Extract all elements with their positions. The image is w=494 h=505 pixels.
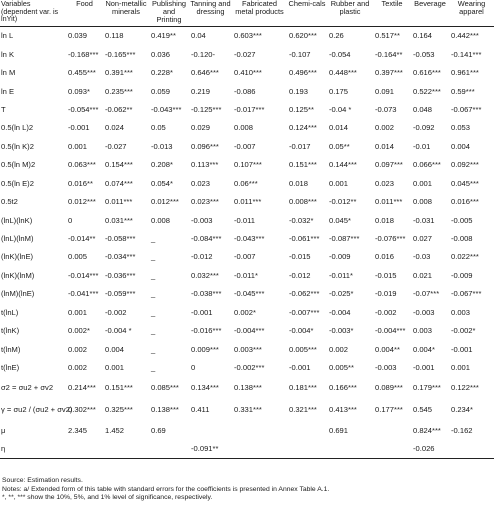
header-rubber-plastic: Rubber and plastic [327, 0, 373, 27]
table-cell: 0.001 [68, 141, 88, 151]
table-cell: -0.012** [329, 197, 357, 207]
table-row [0, 399, 494, 421]
table-cell: 0.448*** [329, 68, 357, 78]
table-cell: -0.011 [234, 215, 255, 225]
table-cell: -0.034*** [105, 252, 136, 262]
table-cell: -0.007*** [289, 307, 320, 317]
table-cell: 0.012*** [68, 197, 96, 207]
table-cell: -0.004*** [375, 326, 406, 336]
table-cell: -0.004 * [105, 326, 132, 336]
table-cell: 0.002 [68, 344, 88, 354]
table-cell: 0.144*** [329, 160, 357, 170]
table-cell: -0.004* [289, 326, 314, 336]
table-cell: -0.013 [151, 141, 173, 151]
row-variable: t(lnK) [1, 326, 20, 336]
row-variable: t(lnE) [1, 363, 20, 373]
table-cell [66, 440, 103, 459]
table-cell [373, 440, 411, 459]
table-cell: -0.015 [375, 270, 397, 280]
row-variable: (lnK)(lnE) [1, 252, 34, 262]
table-cell: -0.025* [329, 289, 354, 299]
header-row [0, 0, 494, 27]
table-cell: 0.001 [105, 363, 125, 373]
table-cell: 0.138*** [151, 405, 179, 415]
table-cell: -0.012 [191, 252, 213, 262]
table-cell: 0.023 [375, 178, 395, 188]
table-cell: 0.410*** [234, 68, 262, 78]
table-cell: -0.076*** [375, 234, 406, 244]
table-cell: 0.413*** [329, 405, 357, 415]
table-cell: -0.016*** [191, 326, 222, 336]
table-cell: 0.003 [413, 326, 433, 336]
table-cell: 0.014 [375, 141, 395, 151]
row-variable: T [1, 104, 6, 114]
table-cell: 0.039 [68, 31, 88, 41]
table-row [0, 138, 494, 156]
table-cell: -0.026 [411, 440, 449, 459]
table-cell: 0.048 [413, 104, 433, 114]
table-cell: 0.193 [289, 86, 309, 96]
row-variable: t(lnM) [1, 344, 21, 354]
table-cell: -0.038*** [191, 289, 222, 299]
table-row [0, 27, 494, 46]
table-cell: -0.036*** [105, 270, 136, 280]
table-cell: 0.005 [68, 252, 88, 262]
table-cell: 0.691 [329, 425, 349, 435]
table-cell: 0.031*** [105, 215, 133, 225]
table-cell: -0.04 * [329, 104, 352, 114]
table-cell: -0.084*** [191, 234, 222, 244]
source-note: Source: Estimation results. [2, 477, 83, 484]
table-cell: 0.125** [289, 104, 314, 114]
table-row [0, 359, 494, 377]
table-cell: _ [151, 234, 156, 244]
row-variable: σ2 = σu2 + σv2 [1, 383, 54, 393]
table-cell: 0.138*** [234, 383, 262, 393]
table-cell: 0.054* [151, 178, 173, 188]
table-cell: -0.002*** [234, 363, 265, 373]
table-cell: 0.014 [329, 123, 349, 133]
table-cell: 0.036 [151, 49, 171, 59]
table-cell: 0.023 [191, 178, 211, 188]
table-cell: 0.053 [451, 123, 471, 133]
table-cell: 0.496*** [289, 68, 317, 78]
table-cell: -0.007 [234, 252, 256, 262]
table-cell: 0.004 [451, 141, 471, 151]
row-variable: γ = σu2 / (σu2 + σv2) [1, 405, 73, 415]
table-row [0, 322, 494, 340]
table-cell: -0.087*** [329, 234, 360, 244]
table-cell: 0.021 [413, 270, 433, 280]
table-cell: 0.118 [105, 31, 124, 41]
table-cell: -0.061*** [289, 234, 320, 244]
table-cell: 0.008 [234, 123, 254, 133]
table-cell: 0.002 [329, 344, 349, 354]
table-cell: 0.032*** [191, 270, 219, 280]
table-cell: 0.004 [105, 344, 125, 354]
table-cell: 0.018 [375, 215, 395, 225]
table-row [0, 119, 494, 137]
table-cell: -0.165*** [105, 49, 136, 59]
table-cell: -0.003* [329, 326, 354, 336]
table-cell: -0.011* [329, 270, 353, 280]
table-cell: 2.345 [68, 425, 88, 435]
table-cell: 0.092*** [451, 160, 479, 170]
table-cell: -0.031 [413, 215, 435, 225]
table-row [0, 340, 494, 358]
table-row [0, 304, 494, 322]
table-cell [287, 440, 327, 459]
header-variables: Variables (dependent var. is lnYit) [0, 0, 66, 27]
table-cell [103, 440, 149, 459]
table-row [0, 45, 494, 63]
table-cell: -0.091** [189, 440, 232, 459]
table-row [0, 64, 494, 82]
table-cell: 0.024 [105, 123, 125, 133]
row-variable: 0.5(ln K)2 [1, 141, 34, 151]
table-cell: 0.045*** [451, 178, 479, 188]
table-cell: -0.004*** [234, 326, 265, 336]
table-cell: -0.045*** [234, 289, 265, 299]
table-cell: -0.062*** [289, 289, 320, 299]
table-cell: -0.001 [68, 123, 90, 133]
row-variable: (lnL)(lnM) [1, 234, 34, 244]
table-cell: 0.027 [413, 234, 433, 244]
table-cell: 0.175 [329, 86, 349, 96]
table-cell: -0.014*** [68, 270, 99, 280]
table-cell: 0.124*** [289, 123, 317, 133]
table-notes [2, 477, 329, 503]
table-cell: 0.122*** [451, 383, 479, 393]
row-variable: μ [1, 425, 6, 435]
table-row [0, 421, 494, 439]
table-cell: 0.06*** [234, 178, 258, 188]
table-cell: 0.646*** [191, 68, 219, 78]
table-cell: 0.134*** [191, 383, 219, 393]
row-variable: (lnL)(lnK) [1, 215, 33, 225]
table-cell: -0.008 [451, 234, 473, 244]
table-cell: 0.522*** [413, 86, 441, 96]
table-cell: 0.419** [151, 31, 176, 41]
table-cell: 0.321*** [289, 405, 317, 415]
table-cell: 0.151*** [105, 383, 133, 393]
table-cell: -0.07*** [413, 289, 440, 299]
table-cell: 0.391*** [105, 68, 133, 78]
row-variable: ln M [1, 68, 16, 78]
table-cell: 0.002* [68, 326, 90, 336]
table-cell: 0.166*** [329, 383, 357, 393]
table-cell: 0 [68, 215, 73, 225]
table-cell [232, 440, 287, 459]
table-cell: -0.062** [105, 104, 133, 114]
table-cell: -0.058*** [105, 234, 136, 244]
table-cell: 0.603*** [234, 31, 262, 41]
table-row [0, 285, 494, 303]
table-cell: -0.027 [105, 141, 127, 151]
table-cell: 0.096*** [191, 141, 219, 151]
table-cell: 0.397*** [375, 68, 403, 78]
table-cell: 0.234* [451, 405, 473, 415]
table-cell: 0.063*** [68, 160, 96, 170]
table-cell: -0.001 [289, 363, 311, 373]
table-row [0, 156, 494, 174]
table-cell: 0.001 [68, 307, 88, 317]
table-row [0, 248, 494, 266]
table-cell: 0.107*** [234, 160, 262, 170]
table-cell: _ [151, 363, 156, 373]
table-cell: 0.005*** [289, 344, 317, 354]
table-cell: -0.168*** [68, 49, 99, 59]
notes-a: Notes: a/ Extended form of this table with standard errors for the coefficients is presented in Annex Table A.1. [2, 485, 330, 493]
table-row [0, 267, 494, 285]
row-variable: (lnM)(lnE) [1, 289, 35, 299]
table-cell: -0.003 [375, 363, 397, 373]
table-cell: 0.002 [68, 363, 88, 373]
table-cell: _ [151, 344, 156, 354]
table-row [0, 175, 494, 193]
table-cell [327, 440, 373, 459]
table-cell: 0.091 [375, 86, 395, 96]
table-cell: -0.004 [329, 307, 351, 317]
table-cell: _ [151, 289, 156, 299]
table-cell: 0.004* [413, 344, 435, 354]
table-cell: -0.009 [451, 270, 473, 280]
table-cell: -0.001 [413, 363, 435, 373]
table-cell: 0.011*** [375, 197, 403, 207]
table-cell: -0.073 [375, 104, 397, 114]
table-row [0, 211, 494, 229]
table-row [0, 101, 494, 119]
header-wearing-apparel: Wearing apparel [449, 0, 494, 27]
row-variable: ln K [1, 49, 15, 59]
row-variable: 0.5(ln L)2 [1, 123, 34, 133]
row-variable: (lnK)(lnM) [1, 270, 35, 280]
table-cell: 0.002 [375, 123, 395, 133]
table-cell [232, 421, 287, 439]
table-cell: 0.016** [68, 178, 93, 188]
table-cell: _ [151, 270, 156, 280]
table-cell: 0.411 [191, 405, 210, 415]
table-cell: 0.005** [329, 363, 354, 373]
table-cell: 0.009*** [191, 344, 219, 354]
table-cell: 0.325*** [105, 405, 133, 415]
table-cell: 0.001 [413, 178, 433, 188]
table-cell: -0.01 [413, 141, 431, 151]
row-variable: η [0, 440, 66, 459]
row-variable: ln L [1, 31, 14, 41]
table-cell: -0.009 [329, 252, 351, 262]
table-cell: -0.005 [451, 215, 473, 225]
table-cell: -0.002 [105, 307, 127, 317]
table-cell: -0.012 [289, 270, 311, 280]
table-cell: 0.066*** [413, 160, 441, 170]
table-cell: 0.179*** [413, 383, 441, 393]
table-cell: 0.517** [375, 31, 400, 41]
table-cell: -0.164** [375, 49, 403, 59]
row-variable: 0.5(ln M)2 [1, 160, 36, 170]
table-cell: -0.027 [234, 49, 256, 59]
table-cell: 0.219 [191, 86, 211, 96]
table-cell: 0.620*** [289, 31, 317, 41]
table-cell: -0.092 [413, 123, 435, 133]
table-cell: 0.961*** [451, 68, 479, 78]
table-cell: 0.008 [151, 215, 171, 225]
table-cell: 0.69 [151, 425, 166, 435]
table-cell: 0.011*** [105, 197, 133, 207]
table-cell: 0.824*** [413, 425, 441, 435]
table-cell: -0.054*** [68, 104, 99, 114]
table-cell: -0.014** [68, 234, 96, 244]
table-cell: 0.05 [151, 123, 166, 133]
table-cell: -0.043*** [234, 234, 265, 244]
table-cell: 0.016*** [451, 197, 479, 207]
table-cell: -0.015 [289, 252, 311, 262]
row-variable: 0.5(ln E)2 [1, 178, 34, 188]
table-cell: -0.003 [191, 215, 213, 225]
table-cell: 0.085*** [151, 383, 179, 393]
table-cell: 0.001 [451, 363, 471, 373]
header-textile: Textile [373, 0, 411, 27]
table-cell [189, 421, 232, 439]
header-beverage: Beverage [411, 0, 449, 27]
table-row [0, 193, 494, 211]
row-variable: ln E [1, 86, 15, 96]
table-cell: 0.045* [329, 215, 351, 225]
table-body [0, 27, 494, 459]
header-food: Food [66, 0, 103, 27]
table-cell: 0.001 [329, 178, 349, 188]
table-cell: 0.442*** [451, 31, 479, 41]
table-cell: -0.053 [413, 49, 435, 59]
table-cell: 0.093* [68, 86, 90, 96]
table-cell: 0.151*** [289, 160, 317, 170]
table-cell: 0.097*** [375, 160, 403, 170]
table-cell: _ [151, 307, 156, 317]
table-cell: 0.154*** [105, 160, 133, 170]
table-cell: 0.545 [413, 405, 433, 415]
table-cell: 0.002* [234, 307, 256, 317]
table-cell [373, 421, 411, 439]
table-cell: -0.162 [451, 425, 473, 435]
table-row [0, 440, 494, 459]
table-cell: 0.04 [191, 31, 206, 41]
table-cell: -0.043*** [151, 104, 182, 114]
table-cell: -0.03 [413, 252, 431, 262]
table-cell: -0.054 [329, 49, 351, 59]
table-cell: -0.002* [451, 326, 476, 336]
table-cell [149, 440, 189, 459]
table-cell: 0.59*** [451, 86, 475, 96]
table-cell: 0.003*** [234, 344, 262, 354]
row-variable: 0.5t2 [1, 197, 18, 207]
table-cell: _ [151, 252, 156, 262]
table-cell: -0.002 [375, 307, 397, 317]
table-cell: -0.011* [234, 270, 258, 280]
table-cell: 0.235*** [105, 86, 133, 96]
table-row [0, 230, 494, 248]
notes-significance: *, **, *** show the 10%, 5%, and 1% level of significance, respectively. [2, 494, 213, 502]
table-cell: 0 [191, 363, 196, 373]
table-cell: -0.019 [375, 289, 397, 299]
table-cell: -0.041*** [68, 289, 99, 299]
table-cell: _ [151, 326, 156, 336]
table-cell: -0.086 [234, 86, 256, 96]
table-cell: 0.214*** [68, 383, 96, 393]
table-cell: 0.016 [375, 252, 395, 262]
table-cell: 0.059 [151, 86, 171, 96]
row-variable: t(lnL) [1, 307, 19, 317]
table-cell: -0.125*** [191, 104, 222, 114]
table-cell: -0.032* [289, 215, 314, 225]
table-cell: 0.022*** [451, 252, 479, 262]
table-cell: -0.003 [413, 307, 435, 317]
table-cell: 0.012*** [151, 197, 179, 207]
table-cell: 0.023*** [191, 197, 219, 207]
header-tanning-dressing: Tanning and dressing [189, 0, 232, 27]
table-cell: 0.113*** [191, 160, 219, 170]
header-chemicals: Chemi-cals [287, 0, 327, 27]
table-cell: -0.107 [289, 49, 311, 59]
table-cell: 0.164 [413, 31, 433, 41]
table-row [0, 377, 494, 399]
table-cell: 0.26 [329, 31, 344, 41]
header-non-metallic-minerals: Non-metallic minerals [103, 0, 149, 27]
table-cell: 0.302*** [68, 405, 96, 415]
table-cell: 0.008 [413, 197, 433, 207]
table-cell: 0.011*** [234, 197, 262, 207]
table-cell: 0.177*** [375, 405, 403, 415]
table-cell: -0.120- [191, 49, 216, 59]
table-cell: 0.029 [191, 123, 211, 133]
table-cell: 0.181*** [289, 383, 317, 393]
table-cell: 0.003 [451, 307, 471, 317]
table-cell: 0.616*** [413, 68, 441, 78]
table-cell: 0.089*** [375, 383, 403, 393]
table-cell: 0.008*** [289, 197, 317, 207]
table-cell: -0.059*** [105, 289, 136, 299]
table-cell: 0.05** [329, 141, 350, 151]
table-cell: 0.004** [375, 344, 400, 354]
table-cell: 0.074*** [105, 178, 133, 188]
table-cell: -0.141*** [451, 49, 482, 59]
table-cell [287, 421, 327, 439]
table-cell: -0.067*** [451, 289, 482, 299]
table-cell: -0.017*** [234, 104, 265, 114]
table-cell [449, 440, 494, 459]
table-cell: -0.001 [191, 307, 213, 317]
table-cell: -0.067*** [451, 104, 482, 114]
table-cell: 0.455*** [68, 68, 96, 78]
table-cell: -0.017 [289, 141, 311, 151]
table-cell: 0.331*** [234, 405, 262, 415]
header-publishing-printing: Publishing and Printing [149, 0, 189, 27]
table-cell: 1.452 [105, 425, 125, 435]
table-cell: 0.018 [289, 178, 309, 188]
table-cell: -0.001 [451, 344, 473, 354]
table-cell: 0.228* [151, 68, 173, 78]
table-cell: -0.007 [234, 141, 256, 151]
table-row [0, 82, 494, 100]
table-cell: 0.208* [151, 160, 173, 170]
header-fabricated-metal: Fabricated metal products [232, 0, 287, 27]
